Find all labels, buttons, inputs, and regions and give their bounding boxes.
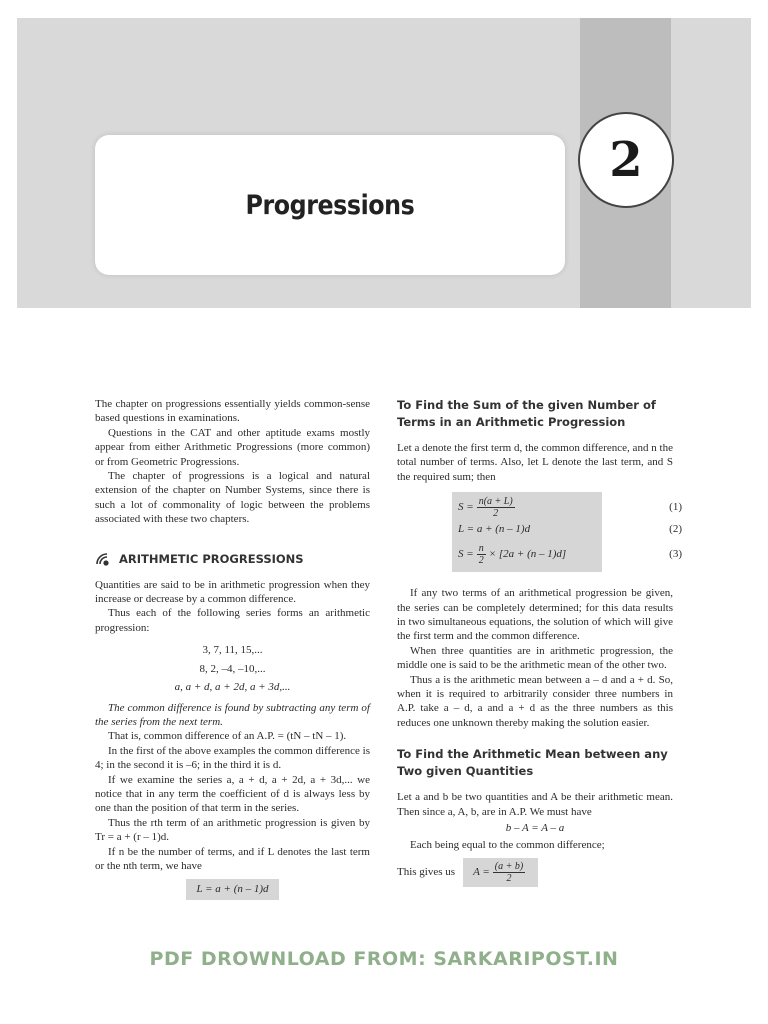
mean-fraction [493, 861, 525, 884]
arithmetic-mean-paragraph: Thus a is the arithmetic mean between a – d and a + d. So, when it is required to arbitrarily consider three numbers in A.P. take a – d, a and a + d as the three numbers as this reduces one unknown thereby making the solution easier. [397, 673, 673, 729]
intro-paragraph-3: The chapter of progressions is a logical and natural extension of the chapter on Number Systems, since there is such a lot of commonality of logic between the problems associated with these two chapters. [95, 470, 370, 526]
equation-2 [458, 518, 682, 540]
mean-heading: To Find the Arithmetic Mean between any Two given Quantities [397, 747, 668, 779]
eq1-tag: (1) [669, 501, 682, 514]
eq2: L = a + (n – 1)d [458, 523, 531, 536]
series-2: 8, 2, –4, –10,... [199, 662, 266, 675]
eq1-lhs: S = [458, 501, 474, 514]
series-3: a, a + d, a + 2d, a + 3d,... [174, 681, 291, 694]
eq1-numerator: n(a + L) [478, 495, 513, 507]
eq3-tag: (3) [669, 548, 682, 561]
mean-formula [463, 858, 538, 887]
last-term-formula: L = a + (n – 1)d [186, 879, 278, 899]
ap-paragraph-1: Quantities are said to be in arithmetic progression when they increase or decrease by a common difference. [95, 578, 370, 606]
eq3-denominator: 2 [478, 554, 484, 566]
eq3-numerator: n [478, 542, 484, 554]
chapter-title-box [95, 135, 565, 275]
mean-numerator: (a + b) [494, 860, 524, 872]
chapter-title: Progressions [245, 189, 415, 221]
chapter-number: 2 [609, 132, 643, 188]
last-term-paragraph: If n be the number of terms, and if L denotes the last term or the nth term, we have [95, 845, 370, 872]
each-paragraph: Each being equal to the common difference; [410, 838, 605, 851]
left-column [95, 397, 370, 900]
mean-equation: b – A = A – a [505, 822, 565, 835]
eq3-rhs: × [2a + (n – 1)d] [488, 548, 567, 561]
equation-1 [458, 495, 682, 519]
right-column [397, 397, 682, 887]
rth-term-paragraph: Thus the rth term of an arithmetic progression is given by Tr = a + (r – 1)d. [95, 816, 370, 844]
equation-3 [458, 540, 682, 568]
sum-paragraph: Let a denote the first term d, the common difference, and n the total number of terms. Also, let L denote the last term, and S the required sum; then [397, 442, 673, 483]
eq3-lhs: S = [458, 548, 474, 561]
gives-label: This gives us [397, 866, 456, 879]
eq1-fraction [477, 496, 515, 519]
ap-heading: ARITHMETIC PROGRESSIONS [119, 551, 304, 566]
intro-paragraph-2: Questions in the CAT and other aptitude exams mostly appear from either Arithmetic Progressions (more common) or from Geometric Progressions. [95, 426, 370, 468]
common-difference-formula: That is, common difference of an A.P. = (tN – tN – 1). [108, 730, 347, 743]
sum-heading: To Find the Sum of the given Number of Terms in an Arithmetic Progression [397, 398, 656, 429]
examples-paragraph: In the first of the above examples the common difference is 4; in the second it is –6; in the third it is d. [95, 744, 370, 772]
download-footer: PDF DROWNLOAD FROM: SARKARIPOST.IN [149, 948, 619, 970]
any-two-terms-paragraph: If any two terms of an arithmetical progression be given, the series can be completely determined; for this data results in two simultaneous equations, the solution of which will give the first term and the common difference. [397, 587, 673, 643]
ap-section-header [95, 551, 370, 568]
mean-denominator: 2 [506, 872, 512, 884]
signal-icon [95, 552, 111, 566]
common-difference-rule: The common difference is found by subtracting any term of the series from the next term. [95, 701, 370, 728]
eq1-denominator: 2 [493, 507, 499, 519]
mean-paragraph: Let a and b be two quantities and A be their arithmetic mean. Then since a, A, b, are in A.P. We must have [397, 791, 673, 818]
mean-formula-lhs: A = [473, 866, 490, 879]
three-quantities-paragraph: When three quantities are in arithmetic progression, the middle one is said to be the arithmetic mean of the other two. [397, 644, 673, 672]
intro-paragraph-1: The chapter on progressions essentially yields common-sense based questions in examinations. [95, 398, 370, 425]
ap-paragraph-2: Thus each of the following series forms an arithmetic progression: [95, 607, 370, 634]
eq3-fraction [477, 543, 486, 566]
sum-equations [452, 492, 682, 572]
series-1: 3, 7, 11, 15,... [202, 644, 263, 657]
chapter-number-badge [578, 112, 674, 208]
eq2-tag: (2) [669, 523, 682, 536]
examine-paragraph: If we examine the series a, a + d, a + 2d, a + 3d,... we notice that in any term the coefficient of d is always less by one than the position of that term in the series. [95, 773, 370, 815]
mean-result [397, 858, 673, 887]
